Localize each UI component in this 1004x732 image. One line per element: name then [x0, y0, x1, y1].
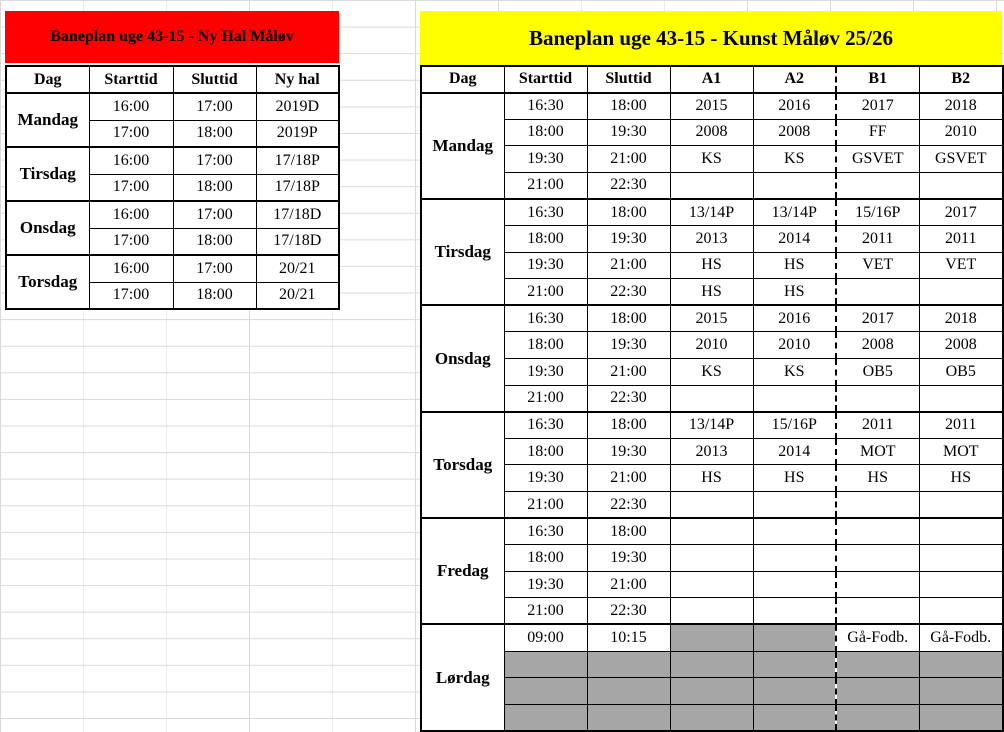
b1-cell[interactable]: 2011: [836, 412, 919, 439]
b2-cell[interactable]: 2010: [919, 119, 1003, 146]
b1-cell[interactable]: [836, 704, 919, 731]
b2-cell[interactable]: [919, 518, 1003, 545]
a1-cell[interactable]: 13/14P: [670, 412, 753, 439]
sluttid-cell[interactable]: 18:00: [587, 518, 670, 545]
a2-cell[interactable]: [753, 704, 836, 731]
ny-hal-cell[interactable]: 17/18P: [256, 147, 339, 174]
a2-cell[interactable]: 2014: [753, 438, 836, 465]
a1-cell[interactable]: [670, 571, 753, 598]
sluttid-cell[interactable]: 21:00: [587, 146, 670, 173]
starttid-cell[interactable]: 18:00: [504, 332, 587, 359]
a1-cell[interactable]: 13/14P: [670, 199, 753, 226]
b2-cell[interactable]: [919, 492, 1003, 519]
b1-cell[interactable]: VET: [836, 252, 919, 279]
b2-cell[interactable]: [919, 385, 1003, 412]
b2-cell[interactable]: OB5: [919, 359, 1003, 386]
b1-cell[interactable]: [836, 385, 919, 412]
day-cell-tirsdag[interactable]: Tirsdag: [421, 199, 504, 305]
a1-cell[interactable]: [670, 624, 753, 651]
b2-cell[interactable]: GSVET: [919, 146, 1003, 173]
a1-cell[interactable]: 2008: [670, 119, 753, 146]
starttid-cell[interactable]: 18:00: [504, 226, 587, 253]
b1-cell[interactable]: [836, 279, 919, 306]
table-row: [421, 465, 1003, 492]
b2-cell[interactable]: [919, 704, 1003, 731]
starttid-cell[interactable]: 18:00: [504, 119, 587, 146]
sluttid-cell[interactable]: [587, 651, 670, 678]
a1-cell[interactable]: [670, 385, 753, 412]
sluttid-cell[interactable]: 10:15: [587, 624, 670, 651]
table-row: [6, 201, 339, 228]
right-schedule-title: Baneplan uge 43-15 - Kunst Måløv 25/26: [420, 11, 1002, 65]
starttid-cell[interactable]: 16:30: [504, 305, 587, 332]
ny-hal-cell[interactable]: 20/21: [256, 282, 339, 309]
table-row: [6, 255, 339, 282]
starttid-cell[interactable]: [504, 704, 587, 731]
a2-cell[interactable]: [753, 492, 836, 519]
left-schedule-table: [5, 65, 340, 310]
sluttid-cell[interactable]: 21:00: [587, 359, 670, 386]
table-row: [421, 492, 1003, 519]
table-row: [421, 279, 1003, 306]
starttid-cell[interactable]: 16:00: [89, 201, 173, 228]
a1-cell[interactable]: HS: [670, 252, 753, 279]
b2-cell[interactable]: 2018: [919, 305, 1003, 332]
a2-cell[interactable]: 2016: [753, 93, 836, 120]
table-row: [421, 172, 1003, 199]
b2-cell[interactable]: MOT: [919, 438, 1003, 465]
sluttid-cell[interactable]: 19:30: [587, 545, 670, 572]
b2-cell[interactable]: 2011: [919, 226, 1003, 253]
header-b1[interactable]: B1: [836, 66, 919, 93]
b2-cell[interactable]: [919, 571, 1003, 598]
b2-cell[interactable]: [919, 172, 1003, 199]
b1-cell[interactable]: [836, 492, 919, 519]
sluttid-cell[interactable]: [587, 678, 670, 705]
table-row: [6, 93, 339, 120]
table-row: [421, 545, 1003, 572]
a2-cell[interactable]: [753, 651, 836, 678]
b2-cell[interactable]: HS: [919, 465, 1003, 492]
header-b2[interactable]: B2: [919, 66, 1003, 93]
a1-cell[interactable]: HS: [670, 465, 753, 492]
sluttid-cell[interactable]: 19:30: [587, 332, 670, 359]
a1-cell[interactable]: KS: [670, 359, 753, 386]
header-a1[interactable]: A1: [670, 66, 753, 93]
a1-cell[interactable]: [670, 651, 753, 678]
a2-cell[interactable]: [753, 598, 836, 625]
sluttid-cell[interactable]: 19:30: [587, 226, 670, 253]
table-row: [421, 571, 1003, 598]
header-row: [421, 66, 1003, 93]
starttid-cell[interactable]: 16:00: [89, 255, 173, 282]
table-row: [421, 93, 1003, 120]
starttid-cell[interactable]: 19:30: [504, 252, 587, 279]
starttid-cell[interactable]: 21:00: [504, 385, 587, 412]
table-row: [421, 199, 1003, 226]
starttid-cell[interactable]: 19:30: [504, 146, 587, 173]
starttid-cell[interactable]: 18:00: [504, 545, 587, 572]
table-row: [421, 518, 1003, 545]
b2-cell[interactable]: [919, 598, 1003, 625]
table-row: [421, 704, 1003, 731]
b1-cell[interactable]: FF: [836, 119, 919, 146]
b1-cell[interactable]: [836, 651, 919, 678]
starttid-cell[interactable]: [504, 651, 587, 678]
b1-cell[interactable]: [836, 598, 919, 625]
table-row: [421, 651, 1003, 678]
a1-cell[interactable]: [670, 518, 753, 545]
b1-cell[interactable]: [836, 571, 919, 598]
left-schedule-title: Baneplan uge 43-15 - Ny Hal Måløv: [5, 11, 339, 63]
a1-cell[interactable]: [670, 492, 753, 519]
b1-cell[interactable]: 2008: [836, 332, 919, 359]
header-ny-hal[interactable]: Ny hal: [256, 66, 339, 93]
a2-cell[interactable]: [753, 518, 836, 545]
table-row: [421, 332, 1003, 359]
a2-cell[interactable]: [753, 385, 836, 412]
a2-cell[interactable]: KS: [753, 146, 836, 173]
a2-cell[interactable]: 2008: [753, 119, 836, 146]
ny-hal-cell[interactable]: 2019D: [256, 93, 339, 120]
a1-cell[interactable]: [670, 704, 753, 731]
a1-cell[interactable]: KS: [670, 146, 753, 173]
ny-hal-cell[interactable]: 17/18P: [256, 174, 339, 201]
starttid-cell[interactable]: 19:30: [504, 571, 587, 598]
starttid-cell[interactable]: 21:00: [504, 172, 587, 199]
a2-cell[interactable]: 2010: [753, 332, 836, 359]
b1-cell[interactable]: [836, 678, 919, 705]
sluttid-cell[interactable]: 22:30: [587, 598, 670, 625]
b1-cell[interactable]: OB5: [836, 359, 919, 386]
starttid-cell[interactable]: 21:00: [504, 492, 587, 519]
starttid-cell[interactable]: 16:30: [504, 518, 587, 545]
starttid-cell[interactable]: 17:00: [89, 228, 173, 255]
header-sluttid[interactable]: Sluttid: [173, 66, 256, 93]
starttid-cell[interactable]: 17:00: [89, 120, 173, 147]
sluttid-cell[interactable]: 18:00: [587, 93, 670, 120]
b1-cell[interactable]: [836, 545, 919, 572]
header-starttid[interactable]: Starttid: [89, 66, 173, 93]
sluttid-cell[interactable]: 21:00: [587, 465, 670, 492]
sluttid-cell[interactable]: 21:00: [587, 252, 670, 279]
b2-cell[interactable]: [919, 545, 1003, 572]
a2-cell[interactable]: 15/16P: [753, 412, 836, 439]
day-cell-fredag[interactable]: Fredag: [421, 518, 504, 624]
table-row: [6, 147, 339, 174]
a1-cell[interactable]: [670, 545, 753, 572]
table-row: [421, 119, 1003, 146]
day-cell-mandag[interactable]: Mandag: [6, 93, 89, 147]
sluttid-cell[interactable]: 18:00: [173, 282, 256, 309]
sluttid-cell[interactable]: 18:00: [587, 412, 670, 439]
b1-cell[interactable]: [836, 172, 919, 199]
ny-hal-cell[interactable]: 17/18D: [256, 201, 339, 228]
sluttid-cell[interactable]: 17:00: [173, 255, 256, 282]
b1-cell[interactable]: 2017: [836, 305, 919, 332]
a1-cell[interactable]: 2015: [670, 305, 753, 332]
a2-cell[interactable]: [753, 624, 836, 651]
right-schedule-table: [420, 65, 1004, 732]
a1-cell[interactable]: 2015: [670, 93, 753, 120]
a2-cell[interactable]: HS: [753, 252, 836, 279]
sluttid-cell[interactable]: 18:00: [587, 305, 670, 332]
day-cell-tirsdag[interactable]: Tirsdag: [6, 147, 89, 201]
b1-cell[interactable]: GSVET: [836, 146, 919, 173]
day-cell-onsdag[interactable]: Onsdag: [6, 201, 89, 255]
ny-hal-cell[interactable]: 2019P: [256, 120, 339, 147]
starttid-cell[interactable]: 16:00: [89, 147, 173, 174]
starttid-cell[interactable]: 16:00: [89, 93, 173, 120]
day-cell-mandag[interactable]: Mandag: [421, 93, 504, 199]
b1-cell[interactable]: [836, 518, 919, 545]
a1-cell[interactable]: 2013: [670, 438, 753, 465]
sluttid-cell[interactable]: 18:00: [173, 174, 256, 201]
sluttid-cell[interactable]: 19:30: [587, 119, 670, 146]
starttid-cell[interactable]: 21:00: [504, 598, 587, 625]
a1-cell[interactable]: [670, 172, 753, 199]
sluttid-cell[interactable]: 22:30: [587, 492, 670, 519]
b1-cell[interactable]: HS: [836, 465, 919, 492]
sluttid-cell[interactable]: 18:00: [173, 120, 256, 147]
header-row: [6, 66, 339, 93]
table-row: [421, 146, 1003, 173]
sluttid-cell[interactable]: 22:30: [587, 279, 670, 306]
b1-cell[interactable]: 2017: [836, 93, 919, 120]
starttid-cell[interactable]: 09:00: [504, 624, 587, 651]
a1-cell[interactable]: 2013: [670, 226, 753, 253]
header-sluttid[interactable]: Sluttid: [587, 66, 670, 93]
starttid-cell[interactable]: 18:00: [504, 438, 587, 465]
day-cell-torsdag[interactable]: Torsdag: [6, 255, 89, 309]
b1-cell[interactable]: MOT: [836, 438, 919, 465]
header-dag[interactable]: Dag: [6, 66, 89, 93]
b2-cell[interactable]: Gå-Fodb.: [919, 624, 1003, 651]
b1-cell[interactable]: Gå-Fodb.: [836, 624, 919, 651]
ny-hal-cell[interactable]: 20/21: [256, 255, 339, 282]
table-row: [421, 598, 1003, 625]
sluttid-cell[interactable]: 19:30: [587, 438, 670, 465]
starttid-cell[interactable]: 17:00: [89, 174, 173, 201]
starttid-cell[interactable]: 16:30: [504, 199, 587, 226]
table-row: [421, 226, 1003, 253]
ny-hal-cell[interactable]: 17/18D: [256, 228, 339, 255]
b2-cell[interactable]: [919, 279, 1003, 306]
a1-cell[interactable]: 2010: [670, 332, 753, 359]
sluttid-cell[interactable]: 22:30: [587, 385, 670, 412]
b2-cell[interactable]: [919, 678, 1003, 705]
table-row: [421, 252, 1003, 279]
a1-cell[interactable]: [670, 678, 753, 705]
b2-cell[interactable]: 2017: [919, 199, 1003, 226]
sluttid-cell[interactable]: 21:00: [587, 571, 670, 598]
starttid-cell[interactable]: 16:30: [504, 93, 587, 120]
starttid-cell[interactable]: 17:00: [89, 282, 173, 309]
a2-cell[interactable]: HS: [753, 279, 836, 306]
header-dag[interactable]: Dag: [421, 66, 504, 93]
a2-cell[interactable]: [753, 172, 836, 199]
a2-cell[interactable]: KS: [753, 359, 836, 386]
a1-cell[interactable]: [670, 598, 753, 625]
b2-cell[interactable]: 2018: [919, 93, 1003, 120]
starttid-cell[interactable]: [504, 678, 587, 705]
starttid-cell[interactable]: 21:00: [504, 279, 587, 306]
sluttid-cell[interactable]: [587, 704, 670, 731]
a2-cell[interactable]: [753, 678, 836, 705]
b2-cell[interactable]: 2008: [919, 332, 1003, 359]
starttid-cell[interactable]: 16:30: [504, 412, 587, 439]
sluttid-cell[interactable]: 17:00: [173, 93, 256, 120]
b1-cell[interactable]: 15/16P: [836, 199, 919, 226]
a2-cell[interactable]: 2014: [753, 226, 836, 253]
sluttid-cell[interactable]: 22:30: [587, 172, 670, 199]
sluttid-cell[interactable]: 17:00: [173, 201, 256, 228]
table-row: [421, 678, 1003, 705]
day-cell-lørdag[interactable]: Lørdag: [421, 624, 504, 730]
sluttid-cell[interactable]: 18:00: [587, 199, 670, 226]
day-cell-torsdag[interactable]: Torsdag: [421, 412, 504, 518]
day-cell-onsdag[interactable]: Onsdag: [421, 305, 504, 411]
table-row: [421, 412, 1003, 439]
table-row: [421, 385, 1003, 412]
a2-cell[interactable]: [753, 545, 836, 572]
table-row: [421, 438, 1003, 465]
starttid-cell[interactable]: 19:30: [504, 465, 587, 492]
sluttid-cell[interactable]: 18:00: [173, 228, 256, 255]
a2-cell[interactable]: [753, 571, 836, 598]
starttid-cell[interactable]: 19:30: [504, 359, 587, 386]
a2-cell[interactable]: 13/14P: [753, 199, 836, 226]
table-row: [421, 359, 1003, 386]
table-row: [421, 305, 1003, 332]
a2-cell[interactable]: 2016: [753, 305, 836, 332]
a2-cell[interactable]: HS: [753, 465, 836, 492]
b2-cell[interactable]: 2011: [919, 412, 1003, 439]
header-a2[interactable]: A2: [753, 66, 836, 93]
a1-cell[interactable]: HS: [670, 279, 753, 306]
table-row: [421, 624, 1003, 651]
b2-cell[interactable]: [919, 651, 1003, 678]
b2-cell[interactable]: VET: [919, 252, 1003, 279]
header-starttid[interactable]: Starttid: [504, 66, 587, 93]
b1-cell[interactable]: 2011: [836, 226, 919, 253]
sluttid-cell[interactable]: 17:00: [173, 147, 256, 174]
